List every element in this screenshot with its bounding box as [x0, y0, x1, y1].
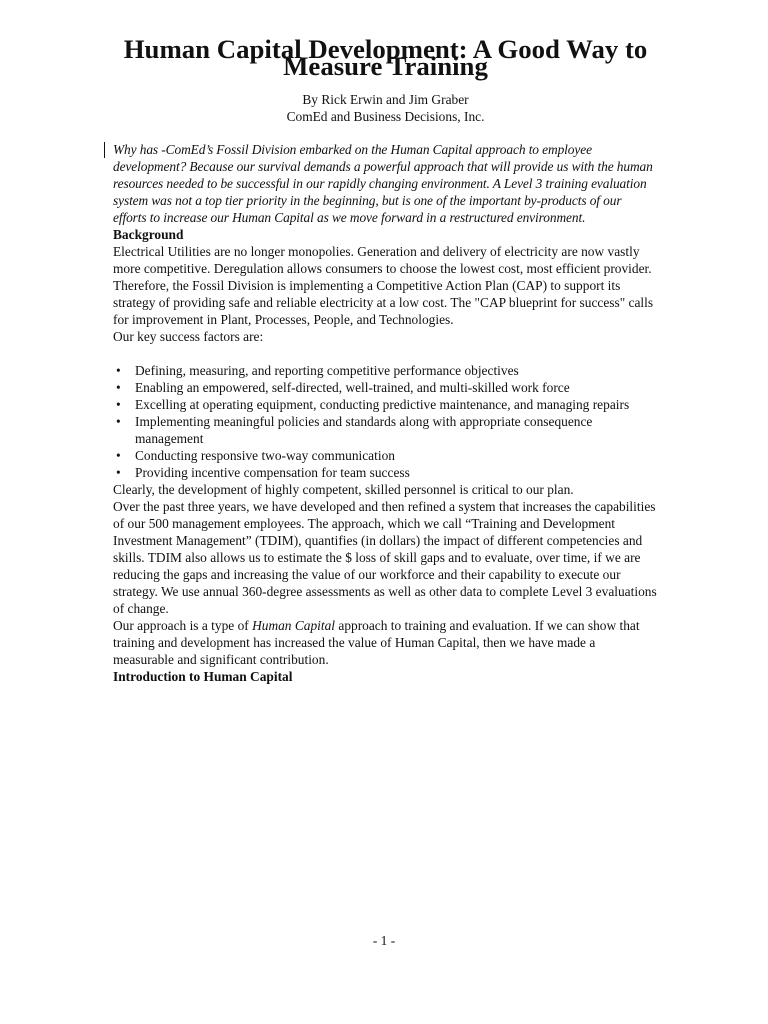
document-body: [113, 34, 658, 685]
bullet-icon: •: [116, 414, 121, 429]
bullet-icon: •: [116, 363, 121, 378]
clearly-paragraph: Clearly, the development of highly competent, skilled personnel is critical to our plan.: [113, 482, 574, 497]
list-item: [113, 362, 658, 379]
approach-text-start: Our approach is a type of: [113, 618, 253, 633]
list-item: [113, 396, 658, 413]
authors-affiliation: ComEd and Business Decisions, Inc.: [286, 109, 485, 124]
approach-emphasis: Human Capital: [252, 618, 336, 633]
abstract-paragraph: Why has -ComEd’s Fossil Division embarked on the Human Capital approach to employee development? Because our survival demands a powerful approach that will provide us with the human resources needed to be successful in our rapidly changing environment. A Level 3 training evaluation system was not a top tier priority in the beginning, but is one of the important by-products of our efforts to increase our Human Capital as we move forward in a restructured environment.: [113, 142, 653, 225]
page-number: - 1 -: [372, 933, 396, 948]
intro-heading: Introduction to Human Capital: [113, 669, 293, 684]
list-item-text: Enabling an empowered, self-directed, well-trained, and multi-skilled work force: [135, 380, 570, 395]
tdim-paragraph: Over the past three years, we have developed and then refined a system that increases the capabilities of our 500 management employees. The approach, which we call “Training and Development Investment Management” (TDIM), quantifies (in dollars) the impact of different competencies and skills. TDIM also allows us to estimate the $ loss of skill gaps and to evaluate, over time, if we are reducing the gaps and increasing the value of our workforce and their capability to execute our strategy. We use annual 360-degree assessments as well as other data to complete Level 3 evaluations of change.: [113, 499, 657, 616]
list-item-text: Defining, measuring, and reporting competitive performance objectives: [135, 363, 519, 378]
list-item: [113, 413, 658, 447]
list-item-text: Conducting responsive two-way communication: [135, 448, 395, 463]
bullet-icon: •: [116, 380, 121, 395]
abstract-block: [113, 141, 658, 226]
key-factors-intro: Our key success factors are:: [113, 329, 264, 344]
bullet-icon: •: [116, 465, 121, 480]
approach-paragraph: [113, 617, 658, 668]
background-heading: Background: [113, 227, 184, 242]
document-title: Human Capital Development: A Good Way to Measure Training: [123, 34, 648, 81]
approach-text-end: approach to training and evaluation. If we can show that training and development has increased the value of Human Capital, then we have made a measurable and significant contribution.: [113, 618, 640, 667]
list-item-text: Providing incentive compensation for team success: [135, 465, 410, 480]
author-block: [113, 91, 658, 125]
bullet-icon: •: [116, 448, 121, 463]
list-item: [113, 464, 658, 481]
key-success-factors-list: [113, 362, 658, 481]
authors-names: By Rick Erwin and Jim Graber: [302, 92, 469, 107]
list-item-text: Implementing meaningful policies and standards along with appropriate consequence management: [135, 414, 593, 446]
list-item-text: Excelling at operating equipment, conducting predictive maintenance, and managing repairs: [135, 397, 630, 412]
list-item: [113, 447, 658, 464]
bullet-icon: •: [116, 397, 121, 412]
list-item: [113, 379, 658, 396]
background-paragraph: Electrical Utilities are no longer monopolies. Generation and delivery of electricity are now vastly more competitive. Deregulation allows consumers to choose the lowest cost, most efficient provider. Therefore, the Fossil Division is implementing a Competitive Action Plan (CAP) to support its strategy of providing safe and reliable electricity at a low cost. The "CAP blueprint for success" calls for improvement in Plant, Processes, People, and Technologies.: [113, 244, 654, 327]
revision-change-bar: [104, 142, 105, 158]
